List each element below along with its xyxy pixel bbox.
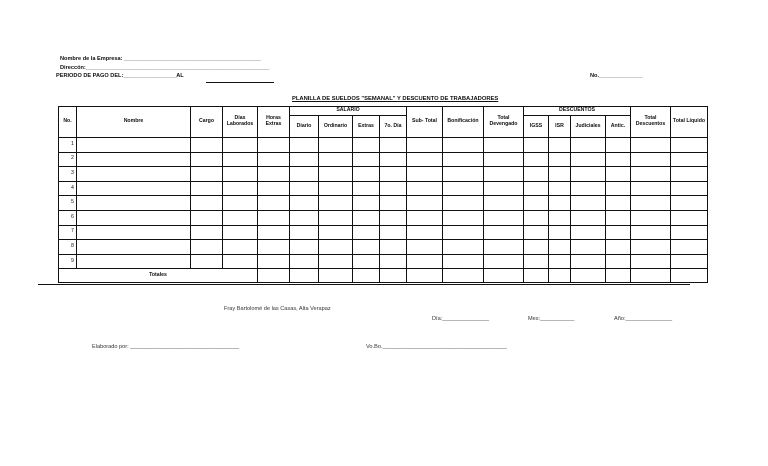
table-cell bbox=[191, 167, 223, 182]
number-field: No.______________ bbox=[590, 73, 643, 79]
table-cell bbox=[380, 152, 407, 167]
table-cell bbox=[77, 254, 191, 269]
col-diario: Diario bbox=[290, 116, 319, 138]
table-cell bbox=[353, 138, 380, 153]
totals-cell bbox=[290, 269, 319, 283]
table-cell bbox=[549, 210, 571, 225]
table-cell bbox=[549, 254, 571, 269]
table-cell bbox=[443, 181, 484, 196]
table-cell bbox=[671, 167, 708, 182]
table-cell bbox=[571, 254, 606, 269]
page-title: PLANILLA DE SUELDOS "SEMANAL" Y DESCUENTO DE TRABAJADORES bbox=[292, 96, 499, 102]
table-cell bbox=[606, 167, 631, 182]
col-igss: IGSS bbox=[524, 116, 549, 138]
table-cell bbox=[258, 240, 290, 255]
table-cell bbox=[258, 138, 290, 153]
table-cell bbox=[319, 138, 353, 153]
table-cell bbox=[319, 152, 353, 167]
col-antic: Antic. bbox=[606, 116, 631, 138]
table-cell bbox=[549, 152, 571, 167]
row-number: 5 bbox=[59, 196, 77, 211]
table-cell bbox=[484, 181, 524, 196]
bottom-rule bbox=[38, 284, 690, 285]
table-cell bbox=[571, 138, 606, 153]
table-cell bbox=[258, 181, 290, 196]
table-cell bbox=[484, 225, 524, 240]
table-cell bbox=[606, 196, 631, 211]
table-cell bbox=[380, 181, 407, 196]
table-cell bbox=[631, 240, 671, 255]
table-row bbox=[59, 210, 708, 225]
col-total-liquido: Total Líquido bbox=[671, 107, 708, 138]
table-cell bbox=[443, 225, 484, 240]
table-cell bbox=[380, 240, 407, 255]
table-cell bbox=[258, 225, 290, 240]
table-cell bbox=[671, 152, 708, 167]
table-cell bbox=[353, 196, 380, 211]
table-cell bbox=[223, 240, 258, 255]
table-cell bbox=[319, 196, 353, 211]
table-cell bbox=[258, 152, 290, 167]
table-cell bbox=[443, 254, 484, 269]
col-isr: ISR bbox=[549, 116, 571, 138]
col-no: No. bbox=[59, 107, 77, 138]
table-cell bbox=[484, 138, 524, 153]
row-number: 7 bbox=[59, 225, 77, 240]
table-cell bbox=[571, 210, 606, 225]
col-dias-laborados: Días Laborados bbox=[223, 107, 258, 138]
row-number: 1 bbox=[59, 138, 77, 153]
totals-cell bbox=[606, 269, 631, 283]
table-cell bbox=[524, 167, 549, 182]
col-bonificacion: Bonificación bbox=[443, 107, 484, 138]
table-cell bbox=[353, 240, 380, 255]
table-cell bbox=[290, 167, 319, 182]
col-total-descuentos: Total Descuentos bbox=[631, 107, 671, 138]
table-cell bbox=[319, 240, 353, 255]
vobo-field: Vo.Bo.________________________________________ bbox=[366, 344, 507, 350]
table-cell bbox=[407, 240, 443, 255]
empresa-field: Nombre de la Empresa: ____________________________________________ bbox=[60, 56, 261, 62]
table-cell bbox=[380, 196, 407, 211]
table-cell bbox=[353, 181, 380, 196]
table-cell bbox=[407, 138, 443, 153]
table-cell bbox=[484, 167, 524, 182]
table-cell bbox=[380, 138, 407, 153]
table-cell bbox=[571, 152, 606, 167]
table-cell bbox=[258, 254, 290, 269]
table-cell bbox=[407, 181, 443, 196]
table-cell bbox=[606, 210, 631, 225]
dia-field: Día:_______________ bbox=[432, 316, 489, 322]
table-row bbox=[59, 196, 708, 211]
table-cell bbox=[290, 254, 319, 269]
table-row bbox=[59, 152, 708, 167]
table-cell bbox=[319, 181, 353, 196]
table-cell bbox=[443, 152, 484, 167]
table-cell bbox=[223, 167, 258, 182]
table-cell bbox=[223, 225, 258, 240]
table-cell bbox=[631, 181, 671, 196]
table-cell bbox=[571, 240, 606, 255]
col-ordinario: Ordinario bbox=[319, 116, 353, 138]
totals-cell bbox=[571, 269, 606, 283]
group-salario: SALARIO bbox=[290, 107, 407, 116]
table-cell bbox=[191, 152, 223, 167]
table-cell bbox=[353, 210, 380, 225]
table-cell bbox=[353, 254, 380, 269]
table-cell bbox=[380, 210, 407, 225]
table-cell bbox=[407, 196, 443, 211]
totals-cell bbox=[549, 269, 571, 283]
table-cell bbox=[290, 181, 319, 196]
totals-cell bbox=[407, 269, 443, 283]
totals-cell bbox=[380, 269, 407, 283]
table-cell bbox=[223, 254, 258, 269]
table-cell bbox=[606, 225, 631, 240]
place-text: Fray Bartolomé de las Casas, Alta Verapaz bbox=[224, 306, 331, 312]
table-cell bbox=[571, 167, 606, 182]
table-cell bbox=[380, 167, 407, 182]
table-cell bbox=[549, 181, 571, 196]
table-cell bbox=[484, 196, 524, 211]
table-cell bbox=[407, 225, 443, 240]
table-cell bbox=[571, 196, 606, 211]
col-extras: Extras bbox=[353, 116, 380, 138]
table-cell bbox=[484, 152, 524, 167]
table-cell bbox=[524, 181, 549, 196]
table-cell bbox=[191, 240, 223, 255]
periodo-end-line bbox=[206, 82, 274, 83]
col-nombre: Nombre bbox=[77, 107, 191, 138]
table-cell bbox=[631, 152, 671, 167]
table-cell bbox=[353, 225, 380, 240]
table-cell bbox=[524, 210, 549, 225]
table-cell bbox=[258, 196, 290, 211]
table-cell bbox=[77, 196, 191, 211]
table-cell bbox=[319, 254, 353, 269]
table-cell bbox=[258, 210, 290, 225]
table-cell bbox=[290, 225, 319, 240]
table-cell bbox=[191, 181, 223, 196]
table-cell bbox=[353, 152, 380, 167]
table-cell bbox=[631, 225, 671, 240]
periodo-field: PERIODO DE PAGO DEL:_________________AL bbox=[56, 73, 184, 79]
table-cell bbox=[671, 196, 708, 211]
table-cell bbox=[443, 210, 484, 225]
table-row bbox=[59, 254, 708, 269]
table-row bbox=[59, 138, 708, 153]
table-row bbox=[59, 225, 708, 240]
totales-label: Totales bbox=[59, 269, 258, 283]
table-cell bbox=[671, 254, 708, 269]
table-cell bbox=[671, 240, 708, 255]
table-cell bbox=[671, 138, 708, 153]
table-cell bbox=[524, 240, 549, 255]
row-number: 2 bbox=[59, 152, 77, 167]
totals-cell bbox=[353, 269, 380, 283]
table-cell bbox=[549, 196, 571, 211]
table-cell bbox=[191, 254, 223, 269]
table-cell bbox=[524, 196, 549, 211]
elaborado-field: Elaborado por: ___________________________________ bbox=[92, 344, 240, 350]
table-cell bbox=[407, 152, 443, 167]
table-cell bbox=[671, 225, 708, 240]
table-cell bbox=[631, 196, 671, 211]
table-cell bbox=[223, 210, 258, 225]
row-number: 9 bbox=[59, 254, 77, 269]
table-row bbox=[59, 181, 708, 196]
table-cell bbox=[631, 254, 671, 269]
table-cell bbox=[606, 254, 631, 269]
table-cell bbox=[77, 167, 191, 182]
table-cell bbox=[671, 210, 708, 225]
table-cell bbox=[223, 196, 258, 211]
totals-cell bbox=[524, 269, 549, 283]
table-cell bbox=[223, 138, 258, 153]
table-cell bbox=[77, 225, 191, 240]
col-judiciales: Judiciales bbox=[571, 116, 606, 138]
table-cell bbox=[606, 138, 631, 153]
col-sub-total: Sub- Total bbox=[407, 107, 443, 138]
table-cell bbox=[549, 138, 571, 153]
table-cell bbox=[380, 254, 407, 269]
table-cell bbox=[77, 181, 191, 196]
table-cell bbox=[631, 138, 671, 153]
table-cell bbox=[571, 181, 606, 196]
table-cell bbox=[191, 196, 223, 211]
table-cell bbox=[407, 254, 443, 269]
table-cell bbox=[290, 240, 319, 255]
direccion-field: Direccón:___________________________________________________________ bbox=[60, 65, 270, 71]
table-cell bbox=[443, 167, 484, 182]
table-cell bbox=[631, 167, 671, 182]
col-cargo: Cargo bbox=[191, 107, 223, 138]
table-cell bbox=[258, 167, 290, 182]
table-cell bbox=[353, 167, 380, 182]
table-cell bbox=[606, 240, 631, 255]
col-horas-extras: Horas Extras bbox=[258, 107, 290, 138]
col-septimo-dia: 7o. Día bbox=[380, 116, 407, 138]
table-cell bbox=[606, 181, 631, 196]
totals-cell bbox=[258, 269, 290, 283]
table-cell bbox=[380, 225, 407, 240]
table-cell bbox=[319, 167, 353, 182]
table-cell bbox=[77, 152, 191, 167]
row-number: 6 bbox=[59, 210, 77, 225]
table-cell bbox=[319, 210, 353, 225]
table-cell bbox=[606, 152, 631, 167]
table-cell bbox=[443, 138, 484, 153]
row-number: 4 bbox=[59, 181, 77, 196]
table-cell bbox=[524, 138, 549, 153]
table-cell bbox=[549, 225, 571, 240]
table-cell bbox=[571, 225, 606, 240]
mes-field: Mes:___________ bbox=[528, 316, 575, 322]
totals-cell bbox=[443, 269, 484, 283]
table-cell bbox=[191, 210, 223, 225]
table-cell bbox=[484, 210, 524, 225]
table-cell bbox=[443, 196, 484, 211]
table-cell bbox=[290, 196, 319, 211]
table-row bbox=[59, 167, 708, 182]
table-cell bbox=[407, 210, 443, 225]
table-cell bbox=[191, 138, 223, 153]
table-cell bbox=[407, 167, 443, 182]
table-cell bbox=[671, 181, 708, 196]
table-cell bbox=[524, 254, 549, 269]
table-cell bbox=[77, 138, 191, 153]
totals-cell bbox=[484, 269, 524, 283]
col-total-devengado: Total Devengado bbox=[484, 107, 524, 138]
table-cell bbox=[319, 225, 353, 240]
table-cell bbox=[290, 210, 319, 225]
totals-cell bbox=[319, 269, 353, 283]
table-cell bbox=[77, 210, 191, 225]
table-cell bbox=[524, 225, 549, 240]
table-cell bbox=[484, 240, 524, 255]
table-cell bbox=[223, 181, 258, 196]
table-cell bbox=[191, 225, 223, 240]
table-cell bbox=[631, 210, 671, 225]
table-cell bbox=[77, 240, 191, 255]
table-cell bbox=[549, 167, 571, 182]
table-cell bbox=[223, 152, 258, 167]
row-number: 8 bbox=[59, 240, 77, 255]
table-cell bbox=[484, 254, 524, 269]
totals-cell bbox=[671, 269, 708, 283]
group-descuentos: DESCUENTOS bbox=[524, 107, 631, 116]
row-number: 3 bbox=[59, 167, 77, 182]
anio-field: Año:_______________ bbox=[614, 316, 673, 322]
table-cell bbox=[290, 152, 319, 167]
totals-cell bbox=[631, 269, 671, 283]
table-cell bbox=[443, 240, 484, 255]
table-cell bbox=[290, 138, 319, 153]
payroll-table bbox=[58, 106, 708, 283]
table-cell bbox=[549, 240, 571, 255]
table-cell bbox=[524, 152, 549, 167]
table-row bbox=[59, 240, 708, 255]
